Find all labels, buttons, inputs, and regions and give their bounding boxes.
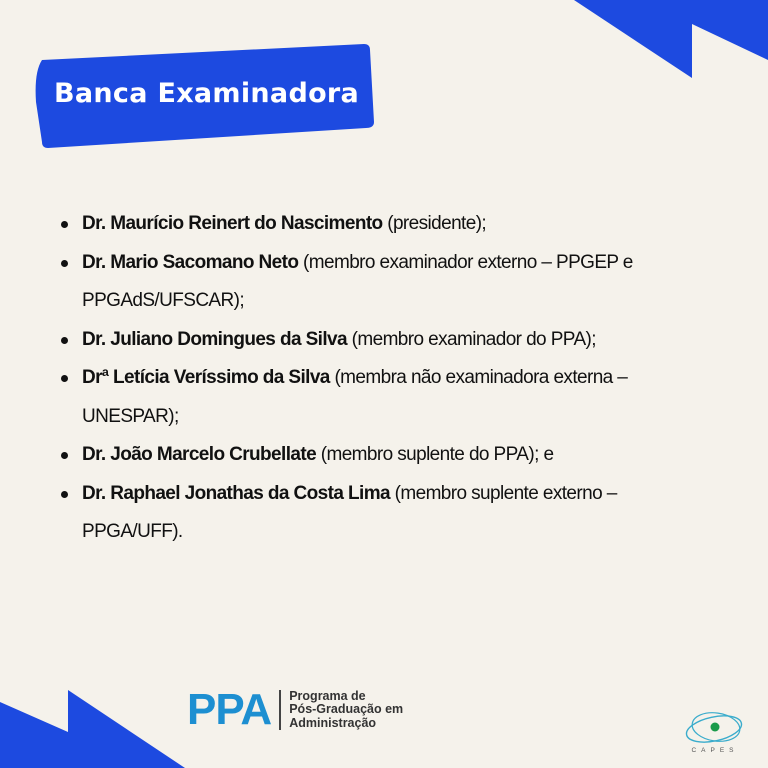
member-name: Dr. Juliano Domingues da Silva [82, 328, 347, 350]
list-item [58, 436, 718, 475]
member-name: Dr. Maurício Reinert do Nascimento [82, 213, 383, 234]
member-role: (membro examinador externo – PPGEP e PPGAdS/UFSCAR); [82, 251, 633, 311]
list-item [58, 244, 718, 321]
member-role: (membro suplente do PPA); e [316, 444, 554, 465]
member-name: Dr. João Marcelo Crubellate [82, 444, 317, 465]
ppa-line-3: Administração [289, 715, 377, 730]
ppa-line-1: Programa de [289, 688, 366, 703]
bottom-left-decoration [0, 688, 190, 768]
ppa-program-name [289, 690, 403, 731]
examination-board-list [58, 205, 718, 552]
ppa-logo [187, 685, 404, 734]
member-role: (membra não examinadora externa – UNESPAR); [82, 367, 628, 427]
title-banner [34, 42, 376, 152]
logo-divider [279, 690, 281, 730]
member-name: Dr. Raphael Jonathas da Costa Lima [82, 482, 390, 504]
member-role: (membro suplente externo – PPGA/UFF). [82, 482, 617, 542]
member-name: Dr. Mario Sacomano Neto [82, 251, 299, 273]
capes-logo [680, 705, 750, 760]
list-item [58, 475, 718, 552]
page-title: Banca Examinadora [54, 78, 360, 109]
member-name: Drª Letícia Veríssimo da Silva [82, 367, 330, 388]
ppa-wordmark: PPA [187, 685, 272, 734]
member-role: (presidente); [382, 213, 487, 234]
capes-label: CAPES [691, 747, 739, 754]
top-right-decoration [540, 0, 768, 80]
member-role: (membro examinador do PPA); [346, 328, 596, 350]
list-item [58, 205, 718, 244]
capes-orbit-icon [680, 705, 750, 750]
list-item [58, 321, 718, 360]
ppa-line-2: Pós-Graduação em [289, 702, 404, 717]
list-item [58, 359, 718, 436]
